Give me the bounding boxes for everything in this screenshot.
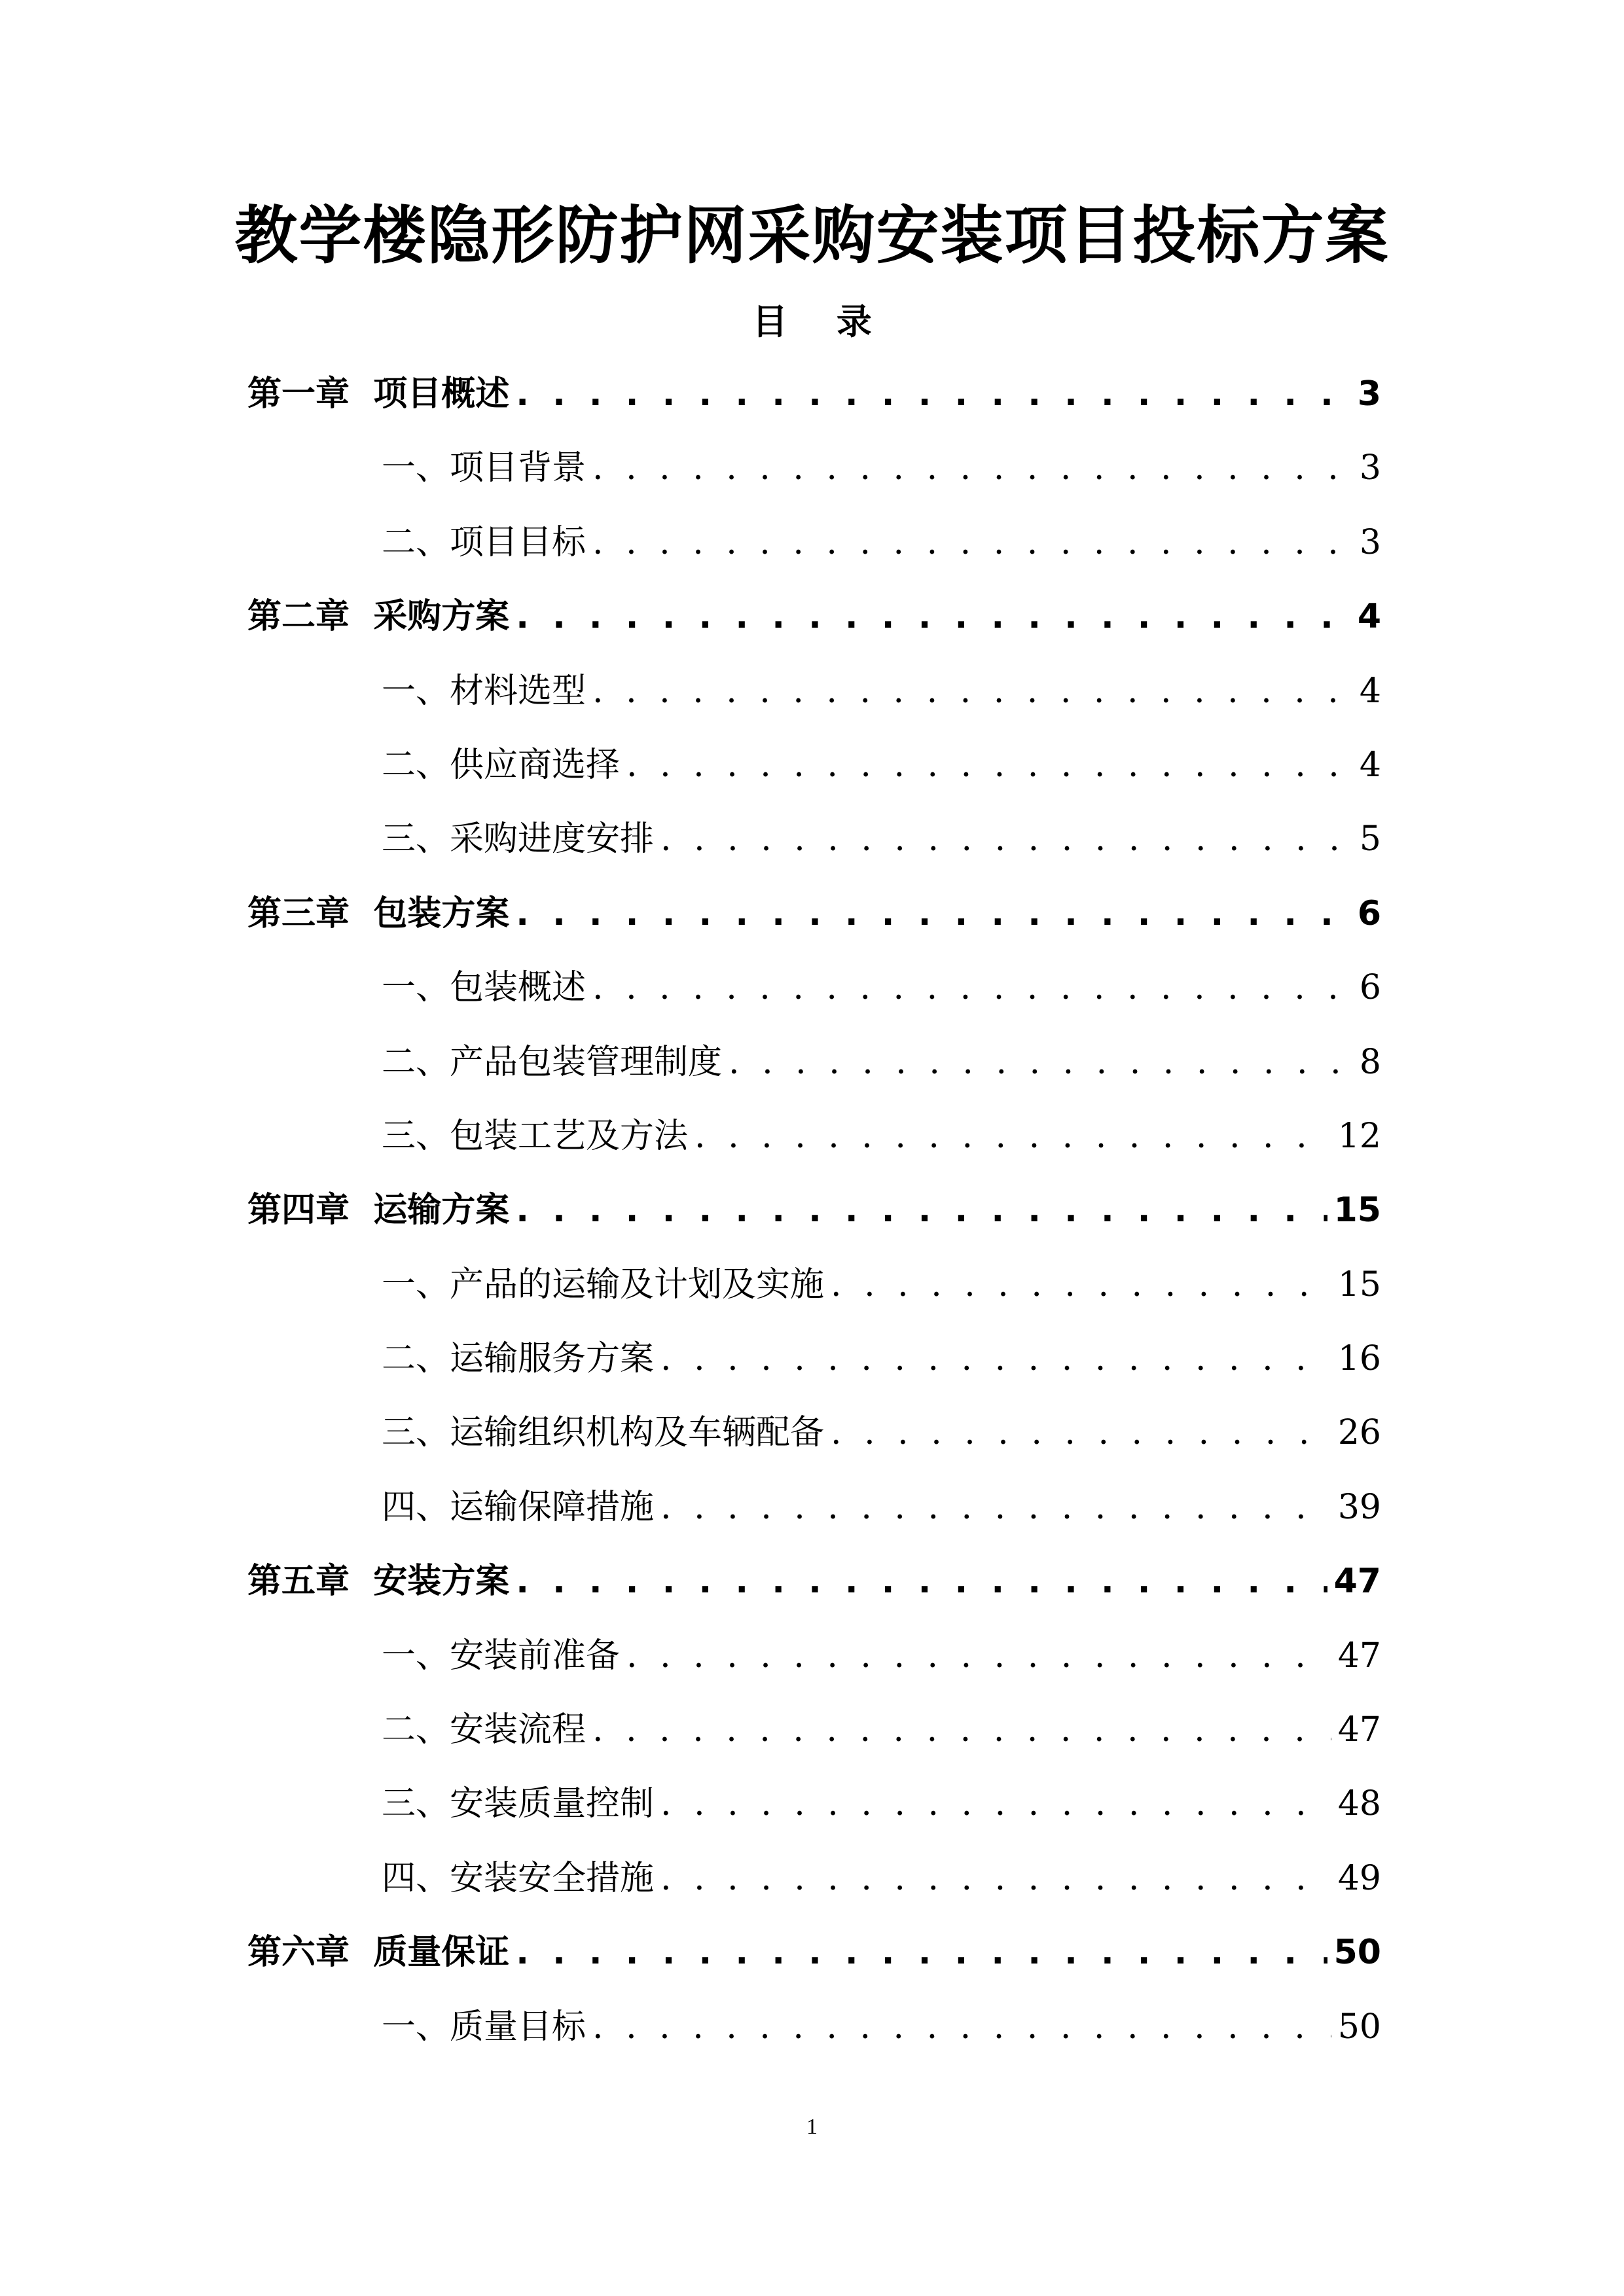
toc-entry-label: 第五章 安装方案: [247, 1562, 510, 1602]
toc-entry-page: 47: [1337, 1636, 1381, 1676]
toc-dot-leader: [695, 1105, 1331, 1168]
toc-entry-page: 8: [1359, 1042, 1381, 1082]
toc-dot-leader: [516, 363, 1348, 425]
toc-heading: 目 录: [752, 301, 890, 342]
toc-entry-section[interactable]: [247, 1476, 1381, 1550]
toc-entry-section[interactable]: [247, 1624, 1381, 1698]
toc-dot-leader: [831, 1253, 1331, 1316]
toc-entry-page: 15: [1333, 1191, 1381, 1230]
toc-entry-label: 二、产品包装管理制度: [382, 1042, 723, 1082]
toc-entry-label: 三、安装质量控制: [382, 1784, 655, 1824]
toc-entry-label: 四、运输保障措施: [382, 1487, 655, 1527]
toc-dot-leader: [592, 956, 1348, 1019]
toc-dot-leader: [516, 1921, 1327, 1984]
toc-dot-leader: [660, 808, 1348, 870]
toc-entry-section[interactable]: [247, 1253, 1381, 1327]
toc-entry-label: 二、项目目标: [382, 522, 586, 562]
toc-entry-chapter[interactable]: [247, 1921, 1381, 1995]
table-of-contents: [247, 363, 1381, 2070]
toc-entry-section[interactable]: [247, 734, 1381, 808]
toc-dot-leader: [516, 1179, 1327, 1242]
toc-entry-label: 一、包装概述: [382, 968, 586, 1008]
toc-entry-chapter[interactable]: [247, 585, 1381, 659]
toc-dot-leader: [592, 511, 1348, 574]
toc-entry-chapter[interactable]: [247, 1550, 1381, 1624]
toc-entry-section[interactable]: [247, 1105, 1381, 1179]
toc-entry-page: 6: [1359, 968, 1381, 1008]
toc-entry-page: 15: [1337, 1265, 1381, 1304]
toc-entry-page: 3: [1359, 522, 1381, 562]
toc-entry-section[interactable]: [247, 1847, 1381, 1921]
toc-entry-label: 二、安装流程: [382, 1710, 586, 1750]
toc-entry-page: 50: [1337, 2007, 1381, 2047]
toc-entry-label: 第六章 质量保证: [247, 1933, 510, 1973]
toc-entry-section[interactable]: [247, 1031, 1381, 1105]
toc-entry-page: 47: [1333, 1562, 1381, 1602]
toc-dot-leader: [660, 1772, 1331, 1835]
toc-dot-leader: [729, 1031, 1348, 1094]
toc-entry-page: 49: [1337, 1858, 1381, 1898]
toc-entry-label: 三、采购进度安排: [382, 819, 655, 859]
toc-entry-section[interactable]: [247, 1772, 1381, 1846]
toc-entry-section[interactable]: [247, 511, 1381, 585]
toc-dot-leader: [626, 734, 1348, 797]
toc-entry-label: 第一章 项目概述: [247, 374, 510, 414]
toc-entry-section[interactable]: [247, 1698, 1381, 1772]
toc-entry-page: 4: [1357, 597, 1381, 637]
toc-entry-label: 一、项目背景: [382, 448, 586, 488]
toc-entry-label: 三、运输组织机构及车辆配备: [382, 1413, 825, 1453]
toc-entry-label: 四、安装安全措施: [382, 1858, 655, 1898]
toc-entry-page: 26: [1337, 1413, 1381, 1453]
toc-dot-leader: [626, 1624, 1331, 1687]
toc-entry-label: 第二章 采购方案: [247, 597, 510, 637]
toc-entry-chapter[interactable]: [247, 1179, 1381, 1253]
toc-entry-page: 16: [1337, 1339, 1381, 1379]
toc-entry-page: 47: [1337, 1710, 1381, 1750]
toc-entry-page: 48: [1337, 1784, 1381, 1824]
toc-dot-leader: [516, 1550, 1327, 1613]
toc-entry-label: 一、安装前准备: [382, 1636, 621, 1676]
toc-dot-leader: [592, 437, 1348, 499]
toc-entry-page: 6: [1357, 893, 1381, 933]
toc-dot-leader: [592, 660, 1348, 723]
toc-entry-page: 39: [1337, 1487, 1381, 1527]
toc-dot-leader: [516, 882, 1348, 945]
toc-dot-leader: [516, 585, 1348, 648]
toc-entry-page: 3: [1357, 374, 1381, 414]
toc-entry-label: 一、材料选型: [382, 671, 586, 711]
page-number: 1: [806, 2115, 818, 2139]
toc-entry-page: 50: [1333, 1933, 1381, 1973]
toc-dot-leader: [831, 1401, 1331, 1464]
toc-entry-section[interactable]: [247, 1401, 1381, 1475]
toc-entry-section[interactable]: [247, 437, 1381, 511]
toc-entry-page: 4: [1359, 745, 1381, 785]
toc-entry-section[interactable]: [247, 1327, 1381, 1401]
toc-entry-section[interactable]: [247, 956, 1381, 1030]
toc-entry-label: 二、运输服务方案: [382, 1339, 655, 1379]
toc-entry-page: 12: [1337, 1116, 1381, 1156]
toc-dot-leader: [660, 1847, 1331, 1910]
toc-entry-chapter[interactable]: [247, 363, 1381, 437]
toc-entry-label: 三、包装工艺及方法: [382, 1116, 689, 1156]
toc-entry-label: 第四章 运输方案: [247, 1191, 510, 1230]
toc-entry-section[interactable]: [247, 660, 1381, 734]
toc-dot-leader: [592, 1698, 1331, 1761]
toc-entry-page: 4: [1359, 671, 1381, 711]
toc-dot-leader: [592, 1996, 1331, 2058]
toc-entry-section[interactable]: [247, 1996, 1381, 2070]
toc-entry-label: 一、质量目标: [382, 2007, 586, 2047]
toc-entry-page: 5: [1359, 819, 1381, 859]
toc-entry-chapter[interactable]: [247, 882, 1381, 956]
toc-dot-leader: [660, 1476, 1331, 1539]
toc-dot-leader: [660, 1327, 1331, 1390]
toc-entry-page: 3: [1359, 448, 1381, 488]
toc-entry-label: 一、产品的运输及计划及实施: [382, 1265, 825, 1304]
toc-entry-section[interactable]: [247, 808, 1381, 882]
toc-entry-label: 二、供应商选择: [382, 745, 621, 785]
document-title: 教学楼隐形防护网采购安装项目投标方案: [234, 199, 1390, 272]
toc-entry-label: 第三章 包装方案: [247, 893, 510, 933]
